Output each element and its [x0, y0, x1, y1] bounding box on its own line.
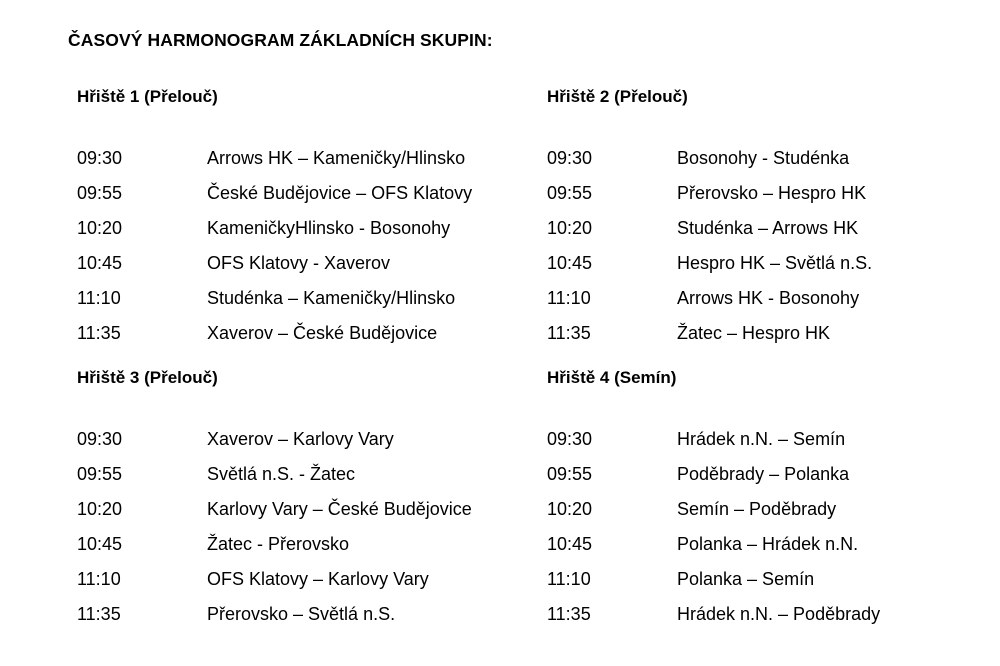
- match-teams: Arrows HK – Kameničky/Hlinsko: [207, 148, 466, 168]
- match-teams: KameničkyHlinsko - Bosonohy: [207, 218, 451, 238]
- match-row: [77, 287, 456, 322]
- match-teams: Hespro HK – Světlá n.S.: [677, 253, 873, 273]
- match-teams: Arrows HK - Bosonohy: [677, 288, 860, 308]
- match-teams: OFS Klatovy – Karlovy Vary: [207, 569, 429, 589]
- match-time: 09:55: [77, 464, 123, 484]
- match-time: 10:45: [77, 534, 123, 554]
- match-teams: Studénka – Kameničky/Hlinsko: [207, 288, 456, 308]
- field-heading: Hřiště 2 (Přelouč): [547, 87, 688, 106]
- match-time: 11:10: [547, 569, 591, 589]
- match-time: 11:35: [77, 323, 121, 343]
- match-row: [547, 217, 859, 252]
- match-row: [547, 252, 873, 287]
- match-time: 10:45: [547, 534, 593, 554]
- match-row: [77, 603, 396, 638]
- match-time: 11:10: [77, 569, 121, 589]
- match-time: 11:10: [77, 288, 121, 308]
- match-row: [547, 568, 815, 603]
- match-teams: Xaverov – České Budějovice: [207, 323, 438, 343]
- match-teams: Studénka – Arrows HK: [677, 218, 859, 238]
- match-time: 11:35: [77, 604, 121, 624]
- field-1-schedule: [77, 86, 473, 357]
- match-time: 09:30: [547, 148, 593, 168]
- match-row: [77, 322, 438, 357]
- match-row: [77, 533, 350, 568]
- match-time: 09:55: [547, 183, 593, 203]
- match-time: 10:20: [547, 499, 593, 519]
- match-time: 09:30: [77, 148, 123, 168]
- match-row: [77, 182, 473, 217]
- match-teams: Hrádek n.N. – Semín: [677, 429, 846, 449]
- match-teams: Světlá n.S. - Žatec: [207, 464, 356, 484]
- match-time: 09:55: [547, 464, 593, 484]
- match-row: [77, 147, 466, 182]
- match-list: [547, 428, 881, 638]
- match-time: 10:45: [77, 253, 123, 273]
- match-teams: Karlovy Vary – České Budějovice: [207, 499, 472, 519]
- match-time: 11:10: [547, 288, 591, 308]
- match-teams: Žatec – Hespro HK: [677, 323, 831, 343]
- match-row: [547, 322, 831, 357]
- match-teams: Přerovsko – Světlá n.S.: [207, 604, 396, 624]
- match-teams: Polanka – Semín: [677, 569, 815, 589]
- field-heading: Hřiště 3 (Přelouč): [77, 368, 218, 387]
- match-time: 10:20: [77, 499, 123, 519]
- match-teams: Polanka – Hrádek n.N.: [677, 534, 859, 554]
- match-row: [77, 217, 451, 252]
- match-row: [547, 603, 881, 638]
- match-list: [77, 428, 472, 638]
- match-teams: Přerovsko – Hespro HK: [677, 183, 867, 203]
- match-row: [547, 182, 867, 217]
- match-row: [77, 568, 429, 603]
- match-teams: Hrádek n.N. – Poděbrady: [677, 604, 881, 624]
- match-row: [77, 252, 391, 287]
- field-3-schedule: [77, 367, 472, 638]
- field-2-schedule: [547, 86, 873, 357]
- match-row: [547, 533, 859, 568]
- match-row: [77, 498, 472, 533]
- match-row: [77, 463, 356, 498]
- match-teams: Poděbrady – Polanka: [677, 464, 850, 484]
- match-row: [77, 428, 394, 463]
- match-time: 10:20: [547, 218, 593, 238]
- match-time: 11:35: [547, 323, 591, 343]
- match-teams: OFS Klatovy - Xaverov: [207, 253, 391, 273]
- field-heading: Hřiště 1 (Přelouč): [77, 87, 218, 106]
- match-time: 10:20: [77, 218, 123, 238]
- match-teams: Bosonohy - Studénka: [677, 148, 850, 168]
- match-row: [547, 428, 846, 463]
- match-row: [547, 147, 850, 182]
- match-time: 10:45: [547, 253, 593, 273]
- match-teams: Semín – Poděbrady: [677, 499, 837, 519]
- match-row: [547, 498, 837, 533]
- match-row: [547, 287, 860, 322]
- field-heading: Hřiště 4 (Semín): [547, 368, 677, 387]
- match-time: 09:30: [547, 429, 593, 449]
- field-4-schedule: [547, 367, 881, 638]
- match-time: 09:55: [77, 183, 123, 203]
- match-list: [547, 147, 873, 357]
- match-teams: České Budějovice – OFS Klatovy: [207, 183, 473, 203]
- match-list: [77, 147, 473, 357]
- page-title: ČASOVÝ HARMONOGRAM ZÁKLADNÍCH SKUPIN:: [68, 30, 493, 50]
- match-teams: Žatec - Přerovsko: [207, 534, 350, 554]
- match-time: 09:30: [77, 429, 123, 449]
- match-time: 11:35: [547, 604, 591, 624]
- match-teams: Xaverov – Karlovy Vary: [207, 429, 394, 449]
- match-row: [547, 463, 850, 498]
